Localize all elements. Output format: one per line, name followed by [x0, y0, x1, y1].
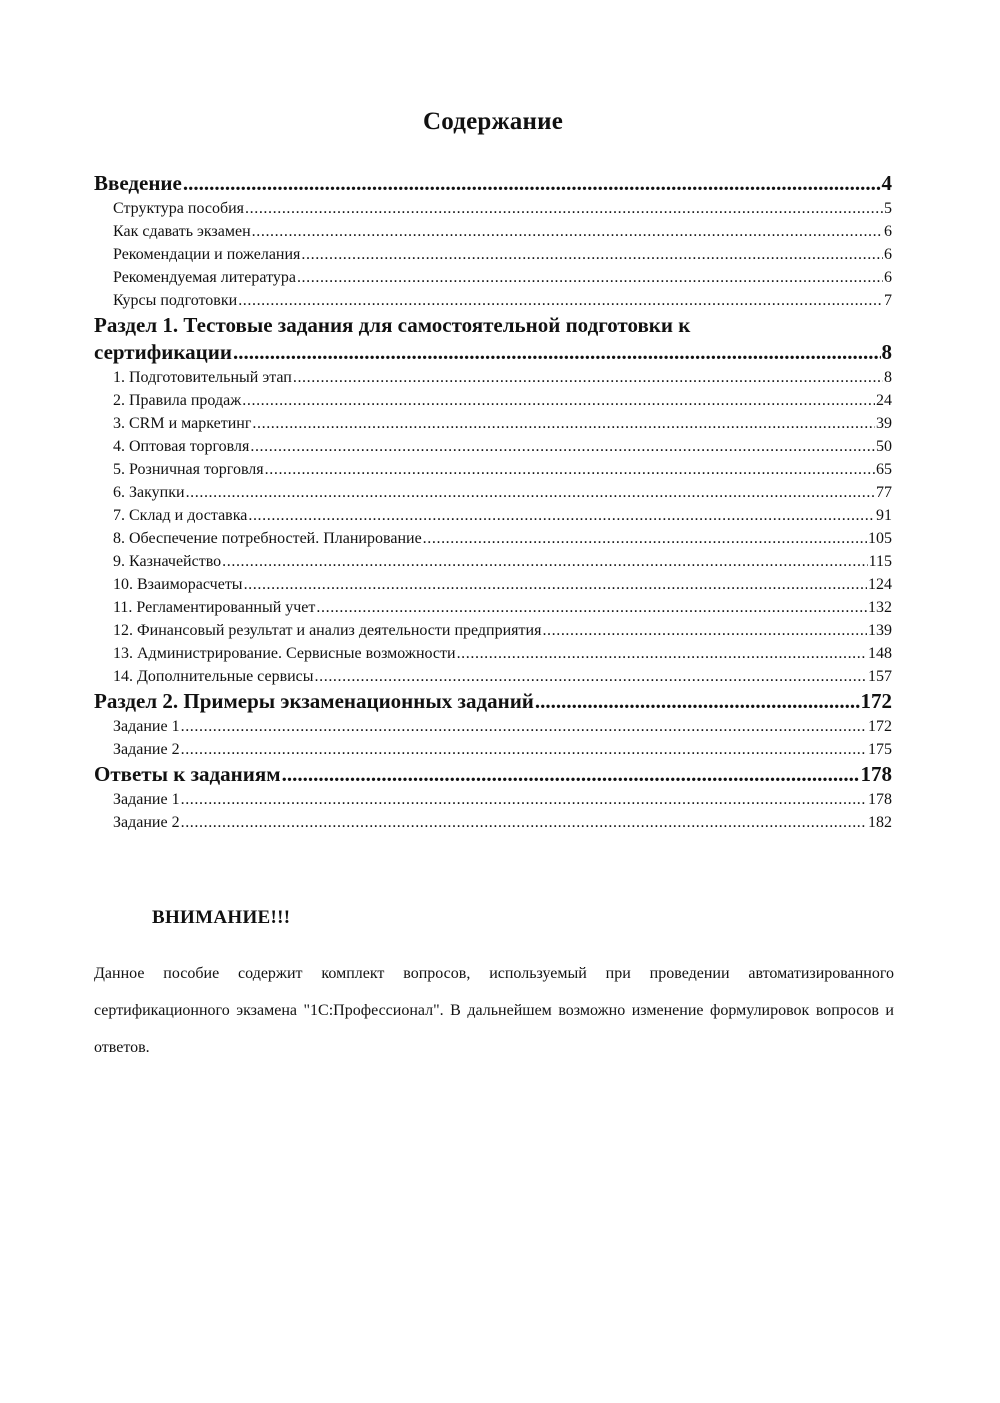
toc-entry-introduction[interactable]: [94, 170, 892, 197]
toc-entry-page: 65: [876, 461, 892, 478]
toc-entry-page: 5: [884, 200, 892, 217]
toc-entry-label: 1. Подготовительный этап: [113, 369, 292, 386]
toc-subentry[interactable]: [94, 389, 892, 412]
toc-leader-dots: [301, 243, 883, 266]
toc-leader-dots: [293, 366, 883, 389]
toc-entry-page: 139: [868, 622, 892, 639]
toc-entry-page: 6: [884, 246, 892, 263]
toc-entry-label: 10. Взаиморасчеты: [113, 576, 243, 593]
warning-heading: ВНИМАНИЕ!!!: [152, 907, 291, 928]
page-title: Содержание: [422, 108, 563, 135]
toc-entry-page: 24: [876, 392, 892, 409]
toc-subentry[interactable]: [94, 266, 892, 289]
toc-leader-dots: [252, 220, 883, 243]
toc-leader-dots: [316, 596, 867, 619]
toc-subentry[interactable]: [94, 504, 892, 527]
toc-leader-dots: [250, 435, 875, 458]
toc-entry-page: 50: [876, 438, 892, 455]
toc-leader-dots: [181, 811, 867, 834]
toc-subentry[interactable]: [94, 197, 892, 220]
toc-leader-dots: [423, 527, 867, 550]
toc-entry-page: 91: [876, 507, 892, 524]
toc-entry-label: Раздел 1. Тестовые задания для самостоятельной подготовки к: [94, 313, 691, 337]
toc-entry-label: Задание 1: [113, 718, 180, 735]
toc-entry-label: Задание 2: [113, 741, 180, 758]
toc-entry-label: Структура пособия: [113, 200, 245, 217]
toc-entry-label: Рекомендации и пожелания: [113, 246, 301, 263]
toc-entry-page: 157: [868, 668, 892, 685]
toc-leader-dots: [233, 339, 881, 366]
toc-leader-dots: [252, 412, 875, 435]
toc-entry-page: 148: [868, 645, 892, 662]
toc-leader-dots: [186, 481, 875, 504]
toc-entry-label: сертификации: [94, 340, 232, 364]
toc-leader-dots: [222, 550, 867, 573]
toc-entry-label: 9. Казначейство: [113, 553, 222, 570]
toc-leader-dots: [542, 619, 867, 642]
toc-entry-label: Задание 1: [113, 791, 180, 808]
toc-subentry[interactable]: [94, 412, 892, 435]
toc-entry-label: 4. Оптовая торговля: [113, 438, 250, 455]
toc-subentry[interactable]: [94, 481, 892, 504]
toc-entry-label: 14. Дополнительные сервисы: [113, 668, 314, 685]
toc-leader-dots: [248, 504, 875, 527]
toc-entry-section1[interactable]: [94, 339, 892, 366]
toc-leader-dots: [181, 715, 867, 738]
toc-entry-label: Задание 2: [113, 814, 180, 831]
toc-entry-page: 7: [884, 292, 892, 309]
toc-entry-page: 115: [868, 553, 892, 570]
toc-subentry[interactable]: [94, 619, 892, 642]
toc-leader-dots: [244, 573, 867, 596]
toc-entry-label: 11. Регламентированный учет: [113, 599, 316, 616]
toc-subentry[interactable]: [94, 642, 892, 665]
toc-entry-label: 13. Администрирование. Сервисные возможности: [113, 645, 456, 662]
toc-subentry[interactable]: [94, 289, 892, 312]
toc-entry-section1-line1[interactable]: [94, 312, 892, 339]
toc-entry-label: 7. Склад и доставка: [113, 507, 248, 524]
toc-subentry[interactable]: [94, 435, 892, 458]
toc-entry-page: 6: [884, 269, 892, 286]
toc-entry-page: 105: [868, 530, 892, 547]
toc-entry-label: Раздел 2. Примеры экзаменационных заданий: [94, 689, 534, 713]
toc-leader-dots: [535, 688, 860, 715]
warning-text: Данное пособие содержит комплект вопросов, используемый при проведении автоматизированного сертификационного экзамена "1С:Профессионал". В дальнейшем возможно изменение формулировок вопросов и ответов.: [94, 965, 894, 1056]
toc-entry-page: 6: [884, 223, 892, 240]
toc-entry-page: 178: [860, 762, 892, 786]
toc-leader-dots: [282, 761, 860, 788]
toc-leader-dots: [457, 642, 867, 665]
toc-entry-label: 5. Розничная торговля: [113, 461, 264, 478]
toc-subentry[interactable]: [94, 715, 892, 738]
toc-leader-dots: [181, 738, 867, 761]
toc-entry-page: 8: [884, 369, 892, 386]
toc-subentry[interactable]: [94, 550, 892, 573]
toc-entry-page: 175: [868, 741, 892, 758]
toc-leader-dots: [181, 788, 867, 811]
toc-entry-page: 172: [860, 689, 892, 713]
toc-entry-page: 172: [868, 718, 892, 735]
toc-subentry[interactable]: [94, 458, 892, 481]
toc-entry-label: 2. Правила продаж: [113, 392, 242, 409]
toc-subentry[interactable]: [94, 220, 892, 243]
toc-leader-dots: [245, 197, 883, 220]
toc-entry-answers[interactable]: [94, 761, 892, 788]
toc-leader-dots: [242, 389, 875, 412]
toc-subentry[interactable]: [94, 738, 892, 761]
toc-leader-dots: [183, 170, 881, 197]
toc-entry-page: 39: [876, 415, 892, 432]
toc-subentry[interactable]: [94, 366, 892, 389]
toc-subentry[interactable]: [94, 243, 892, 266]
toc-entry-label: Ответы к заданиям: [94, 762, 281, 786]
toc-entry-page: 132: [868, 599, 892, 616]
toc-leader-dots: [238, 289, 883, 312]
toc-entry-page: 182: [868, 814, 892, 831]
toc-entry-label: Курсы подготовки: [113, 292, 238, 309]
toc-entry-label: Рекомендуемая литература: [113, 269, 296, 286]
toc-subentry[interactable]: [94, 527, 892, 550]
toc-entry-label: Как сдавать экзамен: [113, 223, 251, 240]
toc-subentry[interactable]: [94, 596, 892, 619]
toc-entry-page: 77: [876, 484, 892, 501]
toc-subentry[interactable]: [94, 573, 892, 596]
toc-entry-label: 8. Обеспечение потребностей. Планирование: [113, 530, 422, 547]
toc-subentry[interactable]: [94, 665, 892, 688]
toc-entry-page: 8: [881, 340, 892, 364]
toc-entry-page: 124: [868, 576, 892, 593]
table-of-contents: [94, 170, 892, 834]
toc-leader-dots: [265, 458, 875, 481]
toc-entry-page: 178: [868, 791, 892, 808]
toc-entry-label: Введение: [94, 171, 182, 195]
toc-entry-label: 3. CRM и маркетинг: [113, 415, 252, 432]
toc-entry-label: 12. Финансовый результат и анализ деятельности предприятия: [113, 622, 542, 639]
toc-leader-dots: [315, 665, 867, 688]
toc-entry-label: 6. Закупки: [113, 484, 185, 501]
toc-entry-section2[interactable]: [94, 688, 892, 715]
toc-entry-page: 4: [881, 171, 892, 195]
toc-subentry[interactable]: [94, 811, 892, 834]
toc-leader-dots: [297, 266, 883, 289]
toc-subentry[interactable]: [94, 788, 892, 811]
